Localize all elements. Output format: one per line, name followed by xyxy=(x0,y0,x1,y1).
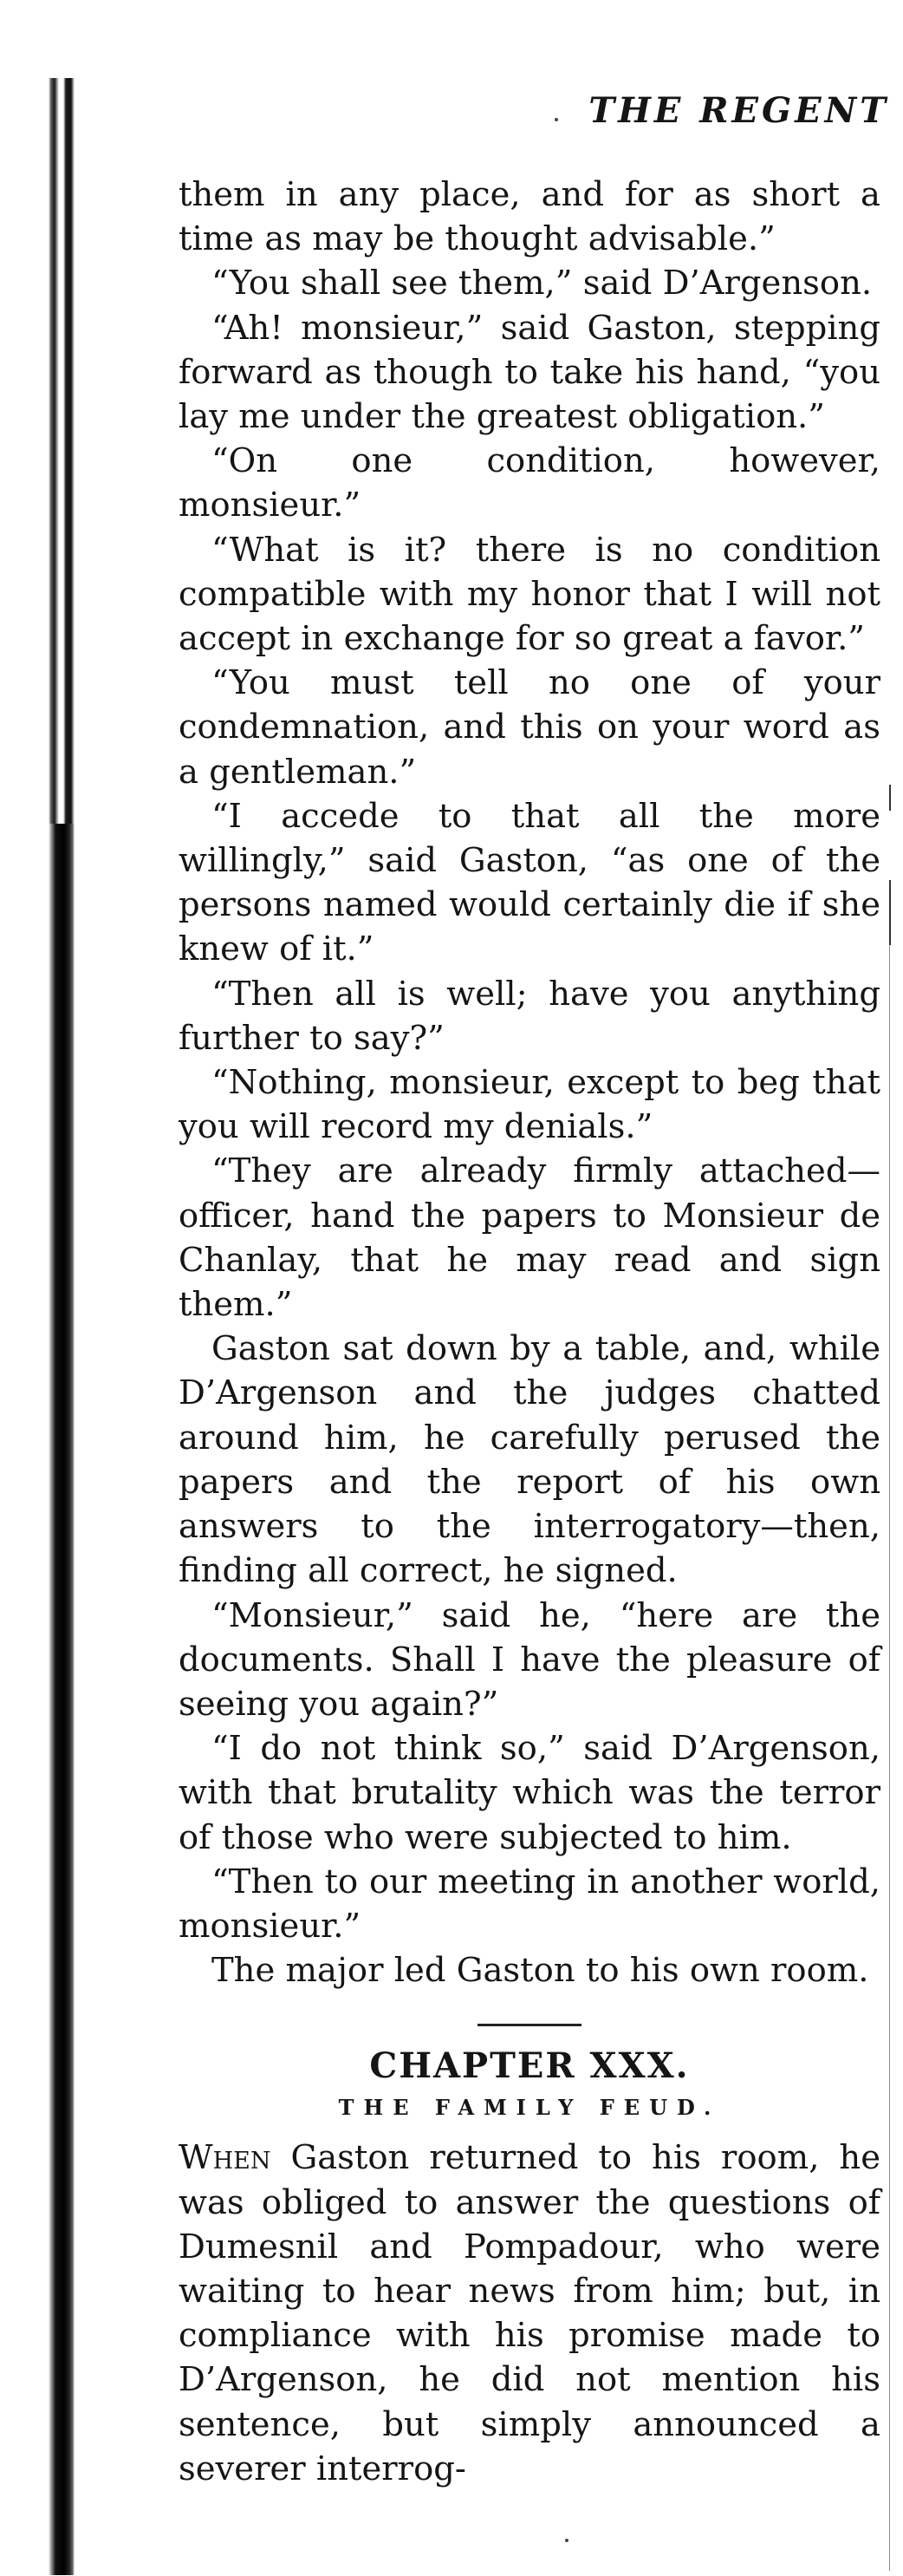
paragraph: “They are already firmly attached—officer, hand the papers to Monsieur de Chanlay, that he may read and sign them.” xyxy=(179,1151,880,1325)
paragraph: them in any place, and for as short a time as may be thought advisable.” xyxy=(179,175,880,259)
page-binding-edge-upper xyxy=(49,78,75,824)
chapter-divider xyxy=(477,2024,581,2026)
paragraph: “I do not think so,” said D’Argenson, with that brutality which was the terror of those who were subjected to him. xyxy=(179,1729,880,1857)
margin-mark xyxy=(889,785,891,811)
page-speck xyxy=(565,2539,568,2542)
paragraph: “You shall see them,” said D’Argenson. xyxy=(211,264,873,303)
paragraph: “You must tell no one of your condemnation, and this on your word as a gentleman.” xyxy=(179,663,880,792)
margin-mark xyxy=(889,880,891,945)
margin-mark xyxy=(889,945,890,2571)
page-speck xyxy=(555,118,558,121)
paragraph: “On one condition, however, monsieur.” xyxy=(179,441,880,525)
paragraph: Gaston sat down by a table, and, while D’Argenson and the judges chatted around him, he carefully perused the papers and the report of his own answers to the interrogatory—then, finding all correct, he signed. xyxy=(179,1329,880,1591)
opening-word: When xyxy=(179,2138,271,2178)
paragraph: “Then to our meeting in another world, monsieur.” xyxy=(179,1862,880,1946)
paragraph: “What is it? there is no condition compatible with my honor that I will not accept in exchange for so great a favor.” xyxy=(179,530,880,659)
running-head: THE REGENT xyxy=(588,90,889,131)
paragraph: “Monsieur,” said he, “here are the documents. Shall I have the pleasure of seeing you again?” xyxy=(179,1595,880,1724)
paragraph: “Ah! monsieur,” said Gaston, stepping forward as though to take his hand, “you lay me under the greatest obligation.” xyxy=(179,308,880,437)
paragraph: The major led Gaston to his own room. xyxy=(211,1951,869,1991)
paragraph: “I accede to that all the more willingly,” said Gaston, “as one of the persons named would certainly die if she knew of it.” xyxy=(179,796,880,969)
text-column xyxy=(179,173,880,2491)
chapter-subtitle: THE FAMILY FEUD. xyxy=(338,2095,721,2121)
paragraph: “Nothing, monsieur, except to beg that you will record my denials.” xyxy=(179,1063,880,1147)
chapter-opening-paragraph xyxy=(179,2136,880,2491)
opening-text: Gaston returned to his room, he was obliged to answer the questions of Dumesnil and Pompadour, who were waiting to hear news from him; but, in compliance with his promise made to D’Argenson, he did not mention his sentence, but simply announced a severer interrog- xyxy=(179,2138,880,2488)
chapter-title: CHAPTER XXX. xyxy=(369,2045,690,2087)
paragraph: “Then all is well; have you anything further to say?” xyxy=(179,974,880,1058)
